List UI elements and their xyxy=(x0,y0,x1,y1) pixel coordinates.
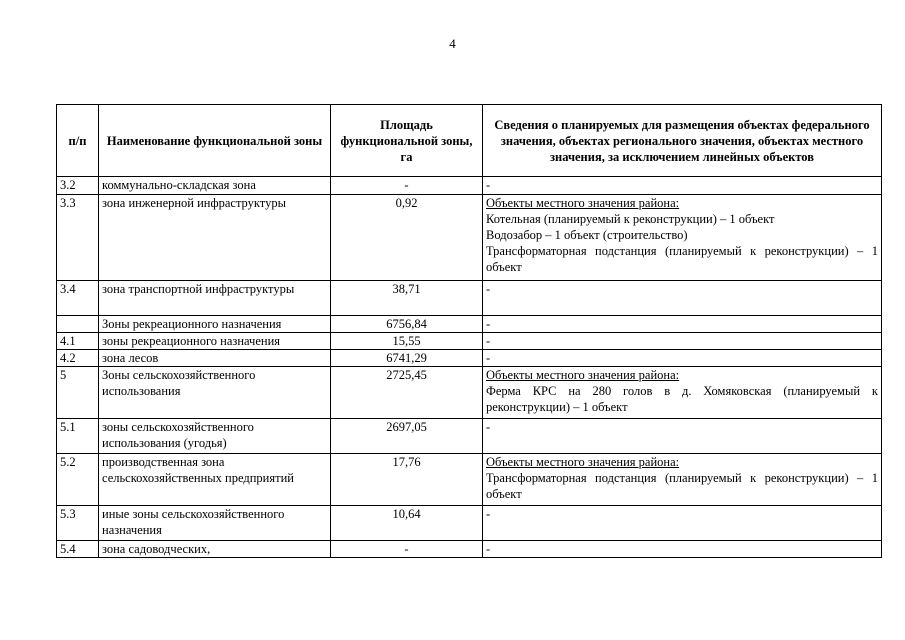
row-number: 5.4 xyxy=(57,541,99,558)
row-number xyxy=(57,316,99,333)
table-row xyxy=(57,177,882,195)
header-zone-name: Наименование функциональной зоны xyxy=(99,105,331,177)
row-number: 3.3 xyxy=(57,195,99,281)
row-area: 15,55 xyxy=(331,333,483,350)
table-row xyxy=(57,419,882,454)
row-info xyxy=(483,281,882,316)
row-area: - xyxy=(331,541,483,558)
row-number: 4.2 xyxy=(57,350,99,367)
row-zone-name: зона садоводческих, xyxy=(99,541,331,558)
info-line: - xyxy=(486,178,491,192)
page-number: 4 xyxy=(449,36,456,51)
row-area: - xyxy=(331,177,483,195)
table-row xyxy=(57,195,882,281)
table-row xyxy=(57,367,882,419)
info-heading: Объекты местного значения района: xyxy=(486,196,680,210)
row-zone-name: зона транспортной инфраструктуры xyxy=(99,281,331,316)
info-line: - xyxy=(486,542,491,556)
info-line: Трансформаторная подстанция (планируемый к реконструкции) – 1 объект xyxy=(486,244,878,274)
row-zone-name: производственная зона сельскохозяйственных предприятий xyxy=(99,454,331,506)
info-heading: Объекты местного значения района: xyxy=(486,455,680,469)
info-heading: Объекты местного значения района: xyxy=(486,368,680,382)
header-area: Площадь функциональной зоны, га xyxy=(331,105,483,177)
row-zone-name: зоны сельскохозяйственного использования (угодья) xyxy=(99,419,331,454)
row-area: 0,92 xyxy=(331,195,483,281)
table-row xyxy=(57,316,882,333)
row-info xyxy=(483,506,882,541)
row-number: 5.1 xyxy=(57,419,99,454)
row-area: 17,76 xyxy=(331,454,483,506)
row-number: 5.2 xyxy=(57,454,99,506)
table-row xyxy=(57,333,882,350)
row-info xyxy=(483,454,882,506)
info-line: - xyxy=(486,351,491,365)
row-info xyxy=(483,177,882,195)
info-line: - xyxy=(486,420,491,434)
row-zone-name: коммунально-складская зона xyxy=(99,177,331,195)
row-info xyxy=(483,419,882,454)
row-zone-name: Зоны сельскохозяйственного использования xyxy=(99,367,331,419)
info-line: Водозабор – 1 объект (строительство) xyxy=(486,228,688,242)
row-number: 5 xyxy=(57,367,99,419)
table-row xyxy=(57,506,882,541)
info-line: - xyxy=(486,334,491,348)
row-info xyxy=(483,541,882,558)
row-number: 3.4 xyxy=(57,281,99,316)
row-zone-name: зоны рекреационного назначения xyxy=(99,333,331,350)
info-line: Котельная (планируемый к реконструкции) – 1 объект xyxy=(486,212,775,226)
row-zone-name: иные зоны сельскохозяйственного назначения xyxy=(99,506,331,541)
row-info xyxy=(483,367,882,419)
table-row xyxy=(57,454,882,506)
row-area: 6741,29 xyxy=(331,350,483,367)
row-number: 5.3 xyxy=(57,506,99,541)
row-number: 3.2 xyxy=(57,177,99,195)
info-line: Трансформаторная подстанция (планируемый к реконструкции) – 1 объект xyxy=(486,471,878,501)
row-info xyxy=(483,333,882,350)
functional-zones-table xyxy=(56,104,882,558)
info-line: Ферма КРС на 280 голов в д. Хомяковская (планируемый к реконструкции) – 1 объект xyxy=(486,384,878,414)
header-number: п/п xyxy=(57,105,99,177)
row-number: 4.1 xyxy=(57,333,99,350)
row-zone-name: Зоны рекреационного назначения xyxy=(99,316,331,333)
row-area: 10,64 xyxy=(331,506,483,541)
row-info xyxy=(483,350,882,367)
row-area: 38,71 xyxy=(331,281,483,316)
row-area: 2697,05 xyxy=(331,419,483,454)
info-line: - xyxy=(486,282,491,296)
row-zone-name: зона инженерной инфраструктуры xyxy=(99,195,331,281)
row-area: 6756,84 xyxy=(331,316,483,333)
table-row xyxy=(57,281,882,316)
row-info xyxy=(483,195,882,281)
table-row xyxy=(57,541,882,558)
row-zone-name: зона лесов xyxy=(99,350,331,367)
row-info xyxy=(483,316,882,333)
table-header-row xyxy=(57,105,882,177)
table-row xyxy=(57,350,882,367)
header-objects-info: Сведения о планируемых для размещения объектах федерального значения, объектах регионального значения, объектах местного значения, за исключением линейных объектов xyxy=(483,105,882,177)
row-area: 2725,45 xyxy=(331,367,483,419)
info-line: - xyxy=(486,507,491,521)
info-line: - xyxy=(486,317,491,331)
